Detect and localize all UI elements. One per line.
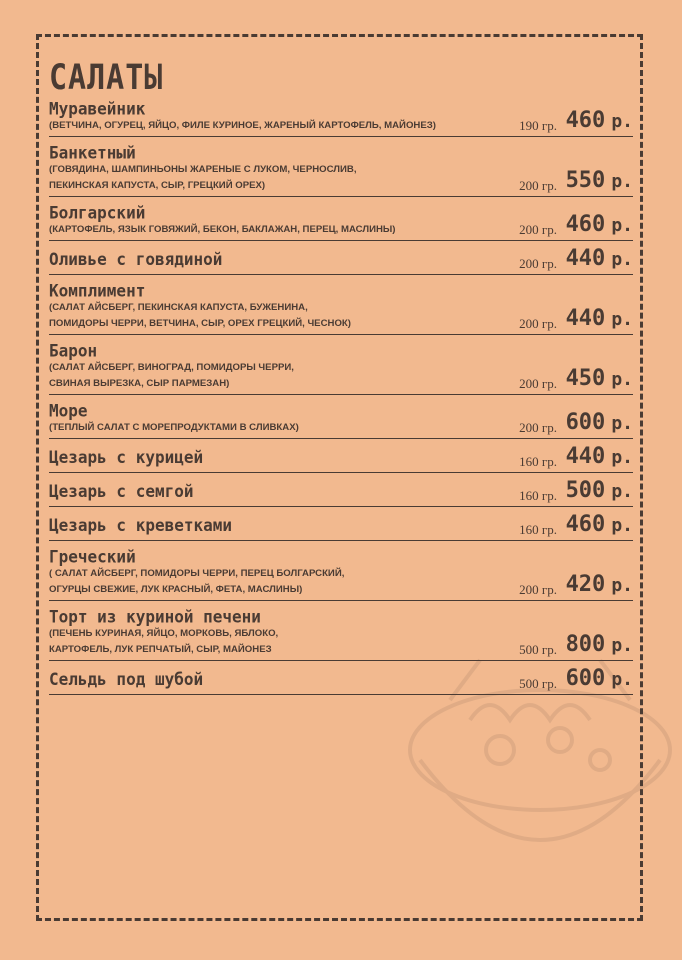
item-name: Болгарский [49, 202, 146, 223]
item-price: 440 [565, 306, 606, 331]
item-price-block [566, 367, 633, 392]
menu-item [49, 479, 633, 507]
item-price: 500 [565, 478, 606, 503]
menu-item [49, 513, 633, 541]
item-name: Барон [49, 340, 98, 361]
item-currency: р. [611, 481, 633, 502]
item-weight: 200 гр. [519, 178, 557, 193]
item-price-block [566, 445, 633, 470]
menu-item [49, 607, 633, 661]
item-description: (КАРТОФЕЛЬ, ЯЗЫК ГОВЯЖИЙ, БЕКОН, БАКЛАЖАН, ПЕРЕЦ, МАСЛИНЫ) [49, 224, 396, 235]
item-currency: р. [611, 575, 633, 596]
item-weight: 160 гр. [519, 522, 557, 537]
item-name: Цезарь с курицей [49, 447, 204, 467]
item-currency: р. [611, 249, 633, 270]
menu-item [49, 99, 633, 137]
item-price: 600 [565, 666, 606, 691]
item-price: 460 [565, 212, 606, 237]
item-weight: 200 гр. [519, 420, 557, 435]
item-price-block [566, 247, 633, 272]
item-weight: 200 гр. [519, 256, 557, 271]
item-price: 450 [565, 366, 606, 391]
item-name: Муравейник [49, 98, 146, 119]
item-name: Греческий [49, 546, 136, 567]
item-price-block [566, 633, 633, 658]
item-price-block [566, 411, 633, 436]
item-currency: р. [611, 447, 633, 468]
item-price: 460 [565, 108, 606, 133]
item-price: 800 [565, 632, 606, 657]
item-currency: р. [611, 515, 633, 536]
item-description: (ТЕПЛЫЙ САЛАТ С МОРЕПРОДУКТАМИ В СЛИВКАХ) [49, 422, 299, 433]
item-weight: 200 гр. [519, 376, 557, 391]
item-price-block [566, 513, 633, 538]
item-name: Оливье с говядиной [49, 249, 223, 269]
page-title: САЛАТЫ [49, 58, 164, 99]
menu-item [49, 203, 633, 241]
item-name: Торт из куриной печени [49, 606, 261, 627]
item-weight: 200 гр. [519, 582, 557, 597]
item-price-block [566, 479, 633, 504]
item-weight: 200 гр. [519, 316, 557, 331]
item-name: Цезарь с семгой [49, 481, 194, 501]
item-price-block [566, 307, 633, 332]
item-currency: р. [611, 635, 633, 656]
item-weight: 500 гр. [519, 676, 557, 691]
item-description: (ПЕЧЕНЬ КУРИНАЯ, ЯЙЦО, МОРКОВЬ, ЯБЛОКО, КАРТОФЕЛЬ, ЛУК РЕПЧАТЫЙ, СЫР, МАЙОНЕЗ [49, 628, 279, 655]
menu-item [49, 143, 633, 197]
item-price-block [566, 213, 633, 238]
item-price: 550 [565, 168, 606, 193]
item-price-block [566, 573, 633, 598]
menu-item [49, 281, 633, 335]
item-price: 600 [565, 410, 606, 435]
item-name: Цезарь с креветками [49, 515, 233, 535]
item-description: (САЛАТ АЙСБЕРГ, ВИНОГРАД, ПОМИДОРЫ ЧЕРРИ, СВИНАЯ ВЫРЕЗКА, СЫР ПАРМЕЗАН) [49, 362, 294, 389]
item-name: Банкетный [49, 142, 136, 163]
menu-item [49, 547, 633, 601]
item-weight: 200 гр. [519, 222, 557, 237]
item-currency: р. [611, 369, 633, 390]
item-weight: 190 гр. [519, 118, 557, 133]
item-currency: р. [611, 413, 633, 434]
item-price: 440 [565, 444, 606, 469]
item-currency: р. [611, 669, 633, 690]
item-currency: р. [611, 171, 633, 192]
item-name: Море [49, 400, 88, 421]
item-name: Комплимент [49, 280, 146, 301]
item-weight: 160 гр. [519, 454, 557, 469]
item-currency: р. [611, 215, 633, 236]
menu-item [49, 667, 633, 695]
menu-item [49, 401, 633, 439]
item-price: 440 [565, 246, 606, 271]
item-price-block [566, 667, 633, 692]
item-price: 420 [565, 572, 606, 597]
item-weight: 160 гр. [519, 488, 557, 503]
item-price-block [566, 169, 633, 194]
item-price: 460 [565, 512, 606, 537]
item-description: ( САЛАТ АЙСБЕРГ, ПОМИДОРЫ ЧЕРРИ, ПЕРЕЦ БОЛГАРСКИЙ, ОГУРЦЫ СВЕЖИЕ, ЛУК КРАСНЫЙ, ФЕТА, МАСЛИНЫ) [49, 568, 345, 595]
menu-list [49, 99, 633, 701]
item-price-block [566, 109, 633, 134]
item-weight: 500 гр. [519, 642, 557, 657]
menu-item [49, 445, 633, 473]
item-name: Сельдь под шубой [49, 669, 204, 689]
menu-item [49, 341, 633, 395]
item-description: (САЛАТ АЙСБЕРГ, ПЕКИНСКАЯ КАПУСТА, БУЖЕНИНА, ПОМИДОРЫ ЧЕРРИ, ВЕТЧИНА, СЫР, ОРЕХ ГРЕЦКИЙ, ЧЕСНОК) [49, 302, 351, 329]
menu-item [49, 247, 633, 275]
item-description: (ВЕТЧИНА, ОГУРЕЦ, ЯЙЦО, ФИЛЕ КУРИНОЕ, ЖАРЕНЫЙ КАРТОФЕЛЬ, МАЙОНЕЗ) [49, 120, 436, 131]
item-currency: р. [611, 111, 633, 132]
item-description: (ГОВЯДИНА, ШАМПИНЬОНЫ ЖАРЕНЫЕ С ЛУКОМ, ЧЕРНОСЛИВ, ПЕКИНСКАЯ КАПУСТА, СЫР, ГРЕЦКИЙ ОРЕХ) [49, 164, 357, 191]
item-currency: р. [611, 309, 633, 330]
